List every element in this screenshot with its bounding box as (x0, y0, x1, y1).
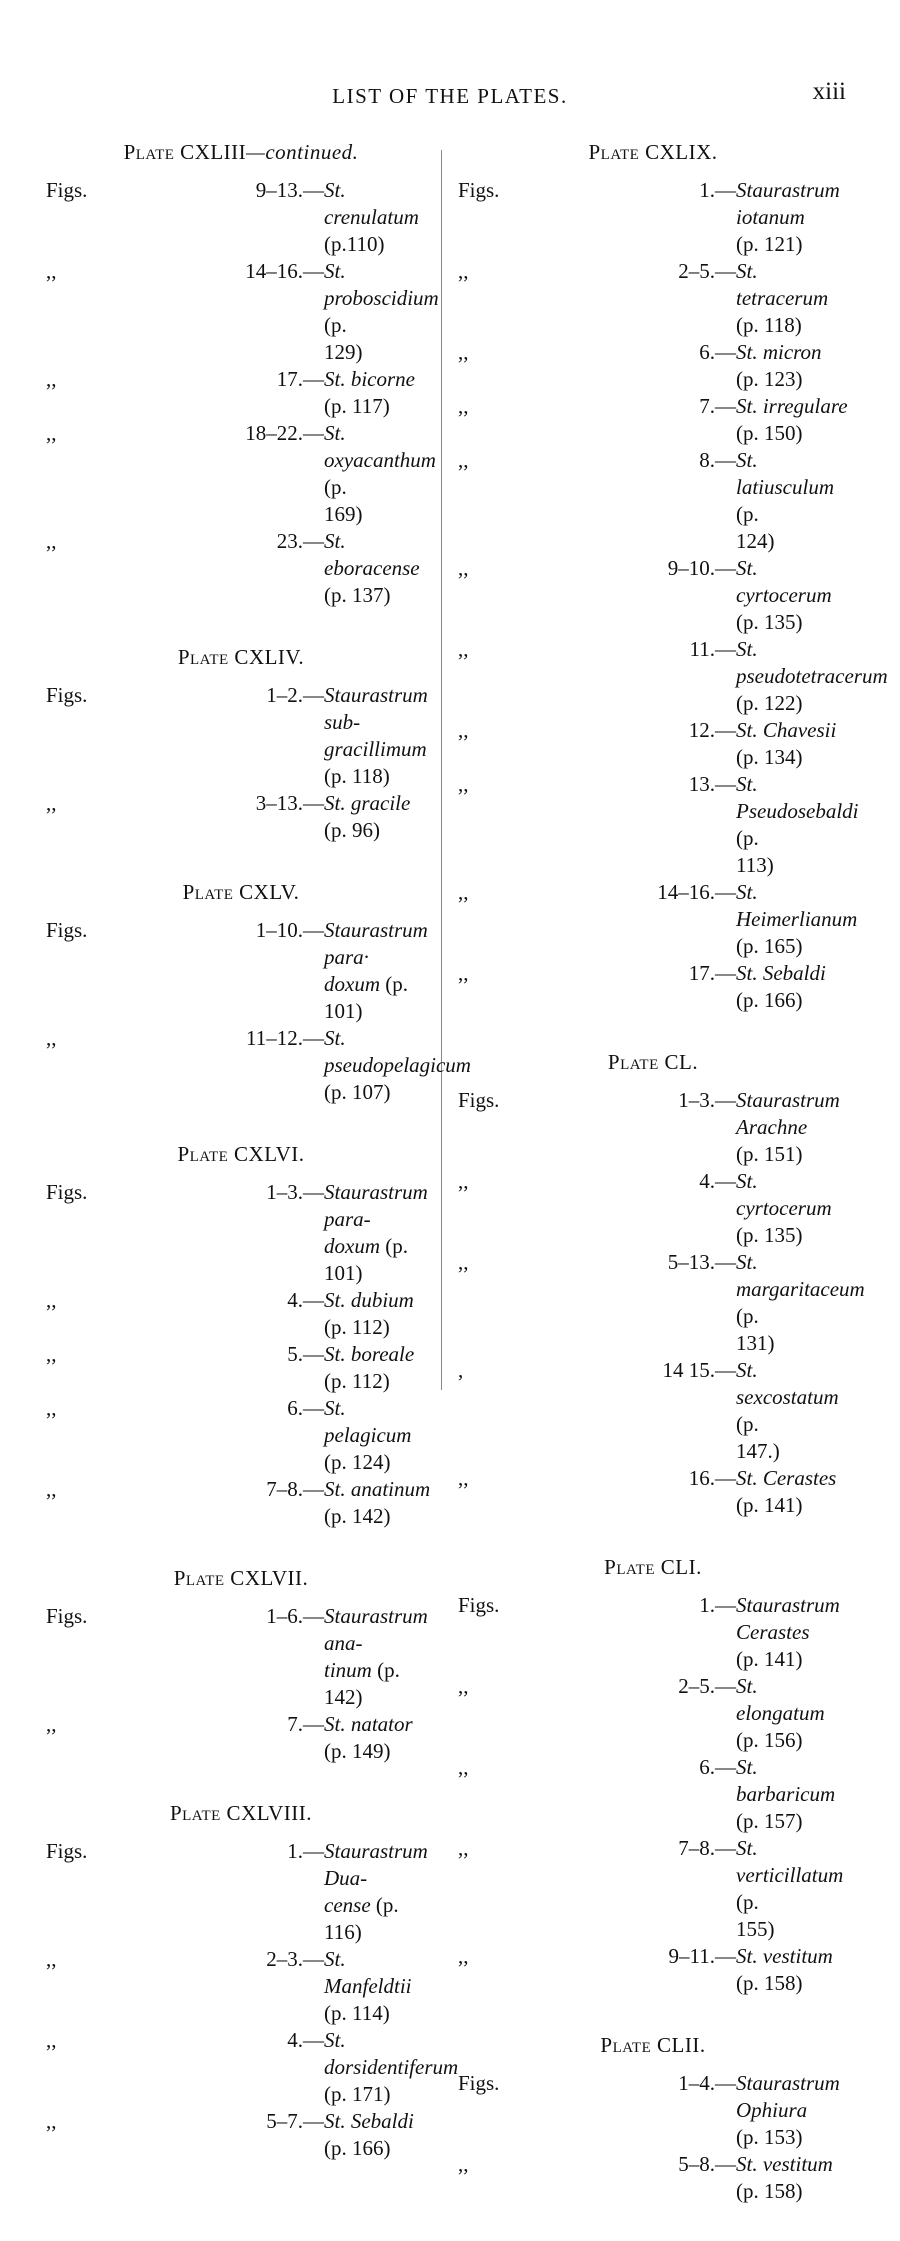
entry-lead: Figs. (458, 2071, 500, 2095)
figure-entry (458, 1754, 848, 1835)
entry-lead: ,, (458, 772, 469, 796)
figure-entry (458, 447, 848, 528)
figure-entry-continuation (458, 2124, 848, 2151)
species-reference: St. vestitum (p. 158) (736, 1944, 833, 1995)
figure-numbers: 5–8.— (678, 2152, 736, 2176)
species-reference: Staurastrum Ophiura (736, 2071, 840, 2122)
entry-lead: ,, (458, 259, 469, 283)
column-divider (441, 150, 442, 1390)
plate-title: Plate CXLV. (182, 880, 300, 904)
figure-entry (46, 790, 436, 844)
entry-lead: Figs. (458, 1593, 500, 1617)
species-reference: St. Chavesii (p. 134) (736, 718, 837, 769)
figure-entry-continuation (458, 1646, 848, 1673)
plate-title: Plate CXLIV. (177, 645, 305, 669)
figure-entry-continuation (46, 1892, 436, 1946)
entry-lead: ,, (46, 421, 57, 445)
figure-numbers: 7–8.— (678, 1836, 736, 1860)
figure-numbers: 6.— (699, 1755, 736, 1779)
species-reference: Staurastrum Cerastes (736, 1593, 840, 1644)
entry-lead: ,, (458, 1944, 469, 1968)
plate-section (46, 880, 471, 1106)
figure-entry-continuation (46, 501, 436, 528)
figure-entry-continuation (458, 1330, 848, 1357)
entry-lead: ,, (458, 1466, 469, 1490)
figure-entry (458, 1249, 865, 1330)
figure-numbers: 13.— (688, 772, 736, 796)
species-reference: St. oxyacanthum (p. (324, 421, 436, 499)
species-reference: St. Cerastes (p. 141) (736, 1466, 837, 1517)
figure-entry (458, 1465, 848, 1519)
entry-lead: Figs. (46, 918, 88, 942)
figure-numbers: 4.— (287, 1288, 324, 1312)
figure-entry-continuation (458, 1916, 848, 1943)
figure-numbers: 1–6.— (266, 1604, 324, 1628)
figure-numbers: 6.— (287, 1396, 324, 1420)
species-reference: St. elongatum (p. 156) (736, 1674, 825, 1752)
species-reference: 147.) (736, 1439, 780, 1463)
figure-entry (458, 636, 888, 690)
plate-title: Plate CXLIII (123, 140, 247, 164)
species-reference: St. pelagicum (p. 124) (324, 1396, 412, 1474)
species-reference: 131) (736, 1331, 775, 1355)
plate-heading (46, 645, 436, 670)
plate-section (458, 2033, 848, 2205)
plate-heading (458, 2033, 848, 2058)
entry-lead: ,, (46, 791, 57, 815)
figure-entry (46, 1025, 471, 1079)
figure-entry (46, 1341, 436, 1395)
species-reference: St. gracile (p. 96) (324, 791, 411, 842)
plate-heading (458, 140, 848, 165)
entry-lead: ,, (458, 2152, 469, 2176)
figure-entry-continuation (46, 1233, 436, 1287)
figure-entry-continuation (46, 2081, 436, 2108)
figure-entry (46, 420, 436, 501)
figure-entry (46, 1603, 436, 1657)
species-reference: St. proboscidium (p. (324, 259, 439, 337)
figure-numbers: 1–4.— (678, 2071, 736, 2095)
species-reference: St. vestitum (p. 158) (736, 2152, 833, 2203)
figure-numbers: 1–2.— (266, 683, 324, 707)
entry-lead: Figs. (46, 178, 88, 202)
species-reference: (p. 151) (736, 1142, 803, 1166)
figure-entry (458, 960, 848, 1014)
figure-numbers: 2–5.— (678, 259, 736, 283)
figure-entry (46, 1711, 436, 1765)
species-reference: (p. 141) (736, 1647, 803, 1671)
species-reference: cense (p. 116) (324, 1893, 399, 1944)
species-reference: 169) (324, 502, 363, 526)
figure-entry (46, 366, 436, 420)
species-reference: St. crenulatum (p.110) (324, 178, 419, 256)
figure-entry (458, 393, 848, 447)
species-reference: Staurastrum sub- (324, 683, 428, 734)
plate-suffix: —continued. (246, 140, 359, 164)
species-reference: 113) (736, 853, 774, 877)
figure-numbers: 4.— (699, 1169, 736, 1193)
figure-numbers: 7.— (699, 394, 736, 418)
species-reference: St. dorsidentiferum (324, 2028, 459, 2079)
species-reference: St. verticillatum (p. (736, 1836, 844, 1914)
species-reference: doxum (p. 101) (324, 1234, 408, 1285)
figure-entry (46, 1395, 436, 1476)
entry-lead: ,, (46, 1026, 57, 1050)
plate-heading (458, 1555, 848, 1580)
species-reference: St. Sebaldi (p. 166) (736, 961, 826, 1012)
figure-entry (458, 258, 848, 339)
entry-lead: Figs. (458, 178, 500, 202)
entry-lead: ,, (46, 2028, 57, 2052)
figure-entry-continuation (46, 971, 436, 1025)
entry-lead: ,, (46, 259, 57, 283)
figure-entry (458, 339, 848, 393)
plate-title: Plate CXLVII. (173, 1566, 309, 1590)
figure-numbers: 17.— (276, 367, 324, 391)
species-reference: (p. 107) (324, 1080, 391, 1104)
right-column (458, 140, 888, 2241)
entry-lead: ,, (46, 1288, 57, 1312)
figure-entry-continuation (458, 690, 848, 717)
figure-entry (46, 177, 436, 258)
species-reference: St. dubium (p. 112) (324, 1288, 414, 1339)
plate-section (46, 645, 436, 844)
entry-lead: ,, (46, 1477, 57, 1501)
entry-lead: Figs. (46, 1839, 88, 1863)
figure-numbers: 14–16.— (657, 880, 736, 904)
figure-numbers: 12.— (688, 718, 736, 742)
plate-title: Plate CXLIX. (588, 140, 718, 164)
species-reference: St. latiusculum (p. (736, 448, 834, 526)
species-reference: St. sexcostatum (p. (736, 1358, 839, 1436)
figure-numbers: 16.— (688, 1466, 736, 1490)
figure-numbers: 3–13.— (255, 791, 324, 815)
plate-title: Plate CLI. (604, 1555, 702, 1579)
figure-entry (458, 879, 858, 933)
species-reference: St. Heimerlianum (736, 880, 858, 931)
figure-entry (46, 1946, 436, 2027)
entry-lead: ,, (458, 448, 469, 472)
plate-heading (46, 140, 436, 165)
figure-entry-continuation (458, 933, 848, 960)
figure-numbers: 1.— (287, 1839, 324, 1863)
plate-heading (46, 1801, 436, 1826)
figure-numbers: 14 15.— (662, 1358, 736, 1382)
figure-entry (46, 1476, 436, 1530)
entry-lead: ,, (46, 1712, 57, 1736)
species-reference: St. Manfeldtii (p. 114) (324, 1947, 412, 2025)
figure-numbers: 9–10.— (667, 556, 736, 580)
species-reference: (p. 122) (736, 691, 803, 715)
figure-entry (46, 2027, 459, 2081)
species-reference: gracillimum (p. 118) (324, 737, 427, 788)
entry-lead: ,, (46, 529, 57, 553)
species-reference: tinum (p. 142) (324, 1658, 400, 1709)
plate-title: Plate CLII. (600, 2033, 706, 2057)
figure-entry-continuation (46, 736, 436, 790)
entry-lead: Figs. (46, 1604, 88, 1628)
entry-lead: ,, (458, 880, 469, 904)
plate-section (46, 1566, 436, 1765)
figure-entry (458, 1943, 848, 1997)
species-reference: doxum (p. 101) (324, 972, 408, 1023)
entry-lead: Figs. (458, 1088, 500, 1112)
species-reference: (p. 171) (324, 2082, 391, 2106)
figure-numbers: 23.— (276, 529, 324, 553)
figure-entry (46, 258, 439, 339)
plate-section (458, 1555, 848, 1997)
figure-entry (46, 917, 436, 971)
figure-entry (46, 528, 436, 609)
plate-heading (46, 880, 436, 905)
species-reference: St. margaritaceum (p. (736, 1250, 865, 1328)
figure-entry (458, 2151, 848, 2205)
figure-entry (46, 1287, 436, 1341)
entry-lead: ,, (458, 1836, 469, 1860)
figure-numbers: 9–13.— (255, 178, 324, 202)
plate-title: Plate CXLVIII. (169, 1801, 313, 1825)
species-reference: St. boreale (p. 112) (324, 1342, 415, 1393)
figure-numbers: 7.— (287, 1712, 324, 1736)
figure-numbers: 1.— (699, 1593, 736, 1617)
figure-entry (46, 1838, 436, 1892)
entry-lead: ,, (458, 340, 469, 364)
plate-section (46, 1801, 459, 2162)
figure-entry (458, 1168, 848, 1249)
species-reference: St. pseudopelagicum (324, 1026, 471, 1077)
figure-entry (458, 1087, 848, 1141)
figure-entry-continuation (458, 1141, 848, 1168)
species-reference: Staurastrum para- (324, 1180, 428, 1231)
species-reference: Staurastrum iotanum (736, 178, 840, 229)
species-reference: St. cyrtocerum (p. 135) (736, 1169, 832, 1247)
figure-numbers: 2–5.— (678, 1674, 736, 1698)
figure-entry-continuation (46, 339, 436, 366)
entry-lead: ,, (458, 718, 469, 742)
figure-entry (458, 1592, 848, 1646)
left-column (46, 140, 471, 2198)
figure-numbers: 6.— (699, 340, 736, 364)
figure-numbers: 1–10.— (255, 918, 324, 942)
figure-numbers: 9–11.— (668, 1944, 736, 1968)
entry-lead: ,, (46, 1342, 57, 1366)
entry-lead: ,, (458, 1250, 469, 1274)
figure-entry (46, 1179, 436, 1233)
figure-entry (458, 555, 848, 636)
figure-entry (46, 682, 436, 736)
figure-entry (46, 2108, 436, 2162)
figure-numbers: 5.— (287, 1342, 324, 1366)
species-reference: St. tetracerum (p. 118) (736, 259, 829, 337)
species-reference: (p. 121) (736, 232, 803, 256)
species-reference: Staurastrum Arachne (736, 1088, 840, 1139)
figure-entry-continuation (46, 1079, 436, 1106)
figure-numbers: 1–3.— (678, 1088, 736, 1112)
species-reference: Staurastrum ana- (324, 1604, 428, 1655)
running-title: LIST OF THE PLATES. (332, 84, 568, 108)
figure-numbers: 11–12.— (246, 1026, 324, 1050)
figure-numbers: 8.— (699, 448, 736, 472)
species-reference: St. bicorne (p. 117) (324, 367, 415, 418)
plate-section (46, 1142, 436, 1530)
species-reference: St. cyrtocerum (p. 135) (736, 556, 832, 634)
species-reference: (p. 165) (736, 934, 803, 958)
figure-numbers: 11.— (689, 637, 736, 661)
figure-numbers: 5–7.— (266, 2109, 324, 2133)
figure-numbers: 7–8.— (266, 1477, 324, 1501)
plate-title: Plate CL. (607, 1050, 699, 1074)
entry-lead: ,, (458, 556, 469, 580)
entry-lead: ,, (458, 394, 469, 418)
entry-lead: ,, (46, 1947, 57, 1971)
species-reference: St. micron (p. 123) (736, 340, 822, 391)
species-reference: St. Pseudosebaldi (p. (736, 772, 859, 850)
figure-entry (458, 1673, 848, 1754)
figure-entry (458, 177, 848, 231)
entry-lead: Figs. (46, 683, 88, 707)
figure-numbers: 4.— (287, 2028, 324, 2052)
figure-numbers: 1–3.— (266, 1180, 324, 1204)
figure-entry (458, 717, 848, 771)
figure-entry (458, 771, 859, 852)
figure-numbers: 1.— (699, 178, 736, 202)
plate-section (46, 140, 439, 609)
plate-title: Plate CXLVI. (177, 1142, 305, 1166)
plate-section (458, 140, 888, 1014)
figure-entry-continuation (458, 852, 848, 879)
figure-numbers: 17.— (688, 961, 736, 985)
species-reference: St. Sebaldi (p. 166) (324, 2109, 414, 2160)
entry-lead: Figs. (46, 1180, 88, 1204)
species-reference: (p. 153) (736, 2125, 803, 2149)
species-reference: Staurastrum Dua- (324, 1839, 428, 1890)
plate-heading (46, 1142, 436, 1167)
entry-lead: ,, (458, 961, 469, 985)
entry-lead: ,, (46, 367, 57, 391)
species-reference: 124) (736, 529, 775, 553)
figure-entry-continuation (46, 1657, 436, 1711)
entry-lead: ,, (46, 2109, 57, 2133)
species-reference: St. anatinum (p. 142) (324, 1477, 431, 1528)
entry-lead: , (458, 1358, 464, 1382)
plate-heading (458, 1050, 848, 1075)
figure-entry (458, 1835, 848, 1916)
plate-heading (46, 1566, 436, 1591)
figure-entry-continuation (458, 1438, 848, 1465)
entry-lead: ,, (46, 1396, 57, 1420)
species-reference: St. natator (p. 149) (324, 1712, 413, 1763)
figure-numbers: 2–3.— (266, 1947, 324, 1971)
figure-entry (458, 2070, 848, 2124)
figure-entry (458, 1357, 848, 1438)
species-reference: St. barbaricum (p. 157) (736, 1755, 836, 1833)
entry-lead: ,, (458, 637, 469, 661)
species-reference: St. pseudotetracerum (736, 637, 888, 688)
figure-numbers: 5–13.— (667, 1250, 736, 1274)
figure-entry-continuation (458, 231, 848, 258)
entry-lead: ,, (458, 1169, 469, 1193)
species-reference: 129) (324, 340, 363, 364)
species-reference: 155) (736, 1917, 775, 1941)
species-reference: Staurastrum para· (324, 918, 428, 969)
entry-lead: ,, (458, 1674, 469, 1698)
species-reference: St. irregulare (p. 150) (736, 394, 848, 445)
figure-entry-continuation (458, 528, 848, 555)
figure-numbers: 18–22.— (245, 421, 324, 445)
page-number: xiii (812, 78, 846, 105)
figure-numbers: 14–16.— (245, 259, 324, 283)
species-reference: St. eboracense (p. 137) (324, 529, 420, 607)
entry-lead: ,, (458, 1755, 469, 1779)
